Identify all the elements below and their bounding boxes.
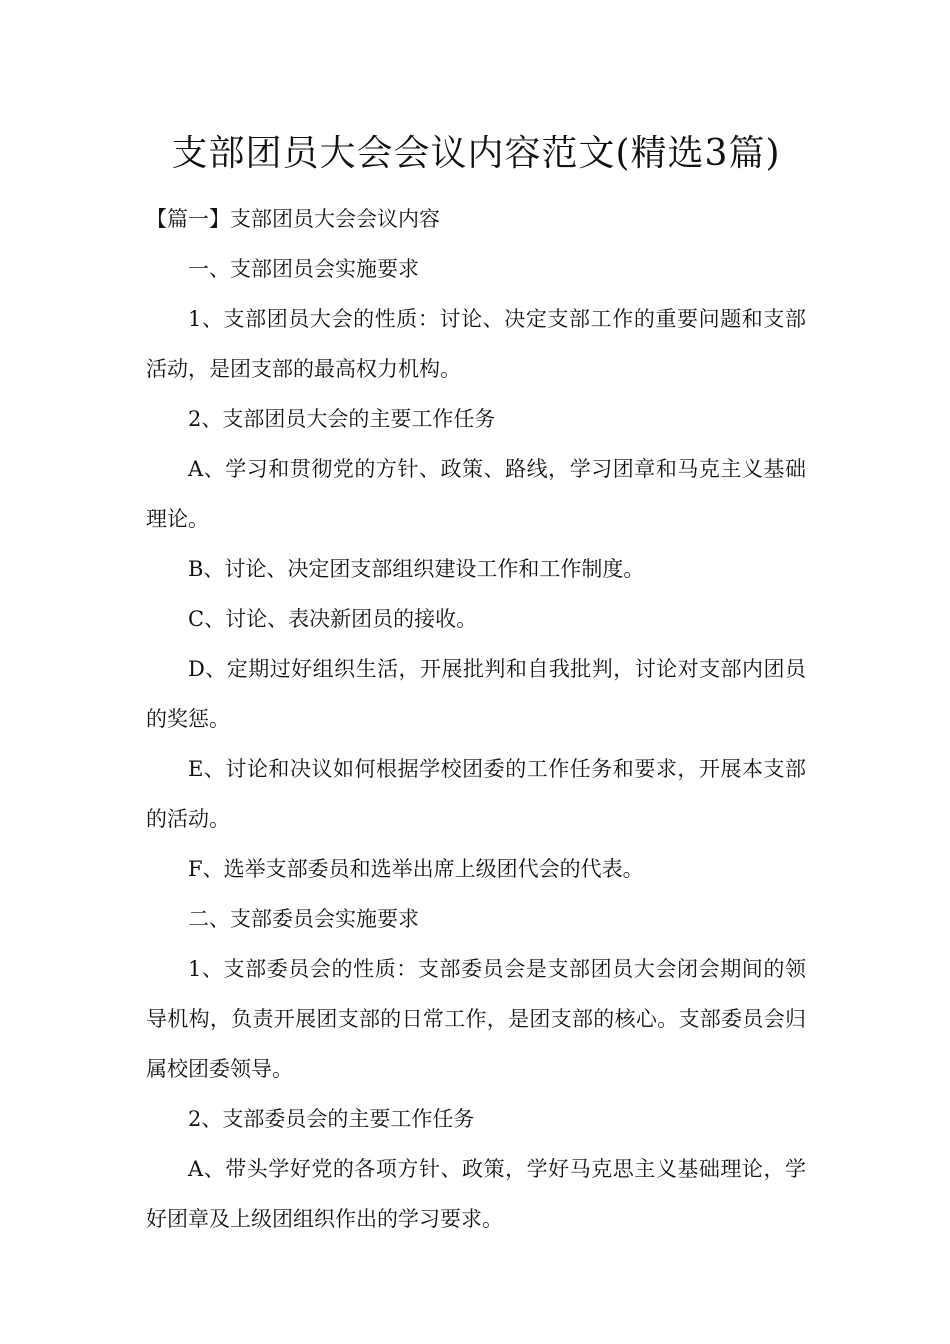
paragraph: A、学习和贯彻党的方针、政策、路线，学习团章和马克主义基础理论。 bbox=[146, 457, 806, 531]
paragraph: 1、支部委员会的性质：支部委员会是支部团员大会闭会期间的领导机构，负责开展团支部的日常工作，是团支部的核心。支部委员会归属校团委领导。 bbox=[146, 957, 806, 1081]
paragraph: 2、支部团员大会的主要工作任务 bbox=[188, 407, 496, 431]
document-page bbox=[146, 128, 806, 1244]
paragraph: 2、支部委员会的主要工作任务 bbox=[188, 1107, 475, 1131]
document-title: 支部团员大会会议内容范文(精选3篇) bbox=[171, 133, 781, 174]
paragraph: D、定期过好组织生活，开展批判和自我批判，讨论对支部内团员的奖惩。 bbox=[146, 657, 806, 731]
paragraph: B、讨论、决定团支部组织建设工作和工作制度。 bbox=[188, 557, 645, 581]
paragraph-requirements-heading: 一、支部团员会实施要求 bbox=[188, 257, 419, 281]
paragraph-committee-heading: 二、支部委员会实施要求 bbox=[188, 907, 419, 931]
paragraph: 1、支部团员大会的性质：讨论、决定支部工作的重要问题和支部活动，是团支部的最高权力机构。 bbox=[146, 307, 806, 381]
paragraph: A、带头学好党的各项方针、政策，学好马克思主义基础理论，学好团章及上级团组织作出的学习要求。 bbox=[146, 1157, 806, 1231]
paragraph: E、讨论和决议如何根据学校团委的工作任务和要求，开展本支部的活动。 bbox=[146, 757, 806, 831]
section-heading: 【篇一】支部团员大会会议内容 bbox=[146, 207, 440, 231]
paragraph: F、选举支部委员和选举出席上级团代会的代表。 bbox=[188, 857, 644, 881]
paragraph: C、讨论、表决新团员的接收。 bbox=[188, 607, 478, 631]
